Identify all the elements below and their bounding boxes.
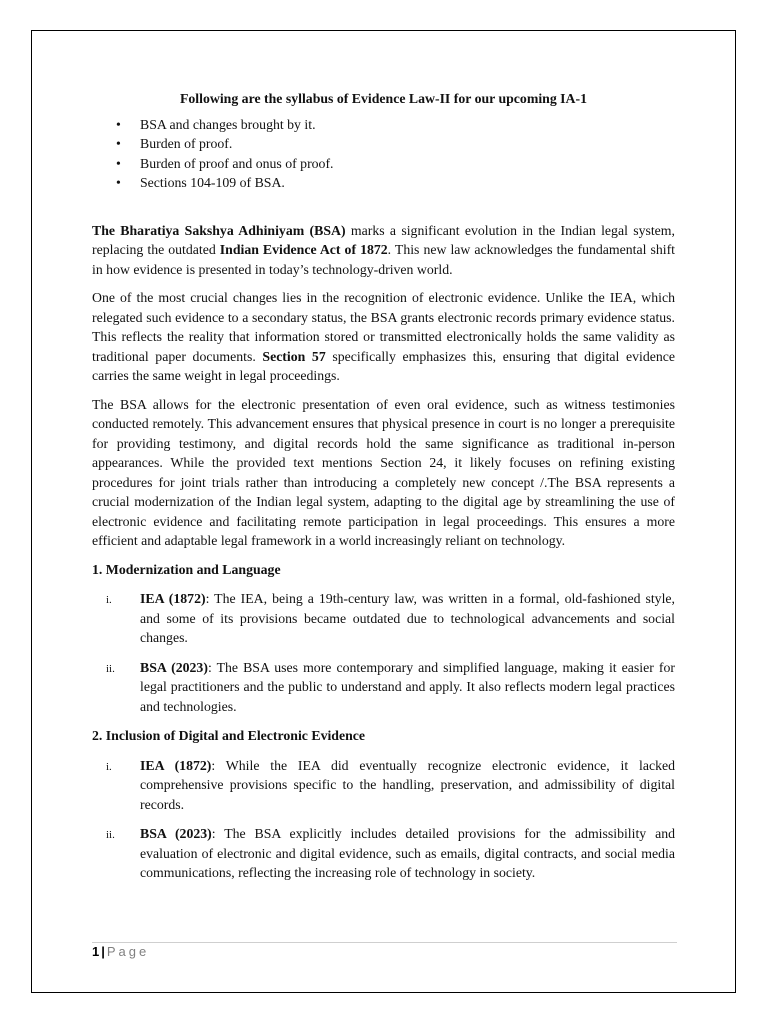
list-item: i. IEA (1872): While the IEA did eventually recognize electronic evidence, it lacked comprehensive provisions specific to the handling, preservation, and admissibility of digital records. (106, 757, 675, 812)
page-footer (92, 944, 149, 959)
syllabus-item: • BSA and changes brought by it. (116, 115, 675, 135)
item-number: ii. (106, 662, 115, 675)
item-number: i. (106, 760, 112, 773)
paragraph-oral-evidence: The BSA allows for the electronic presentation of even oral evidence, such as witness testimonies conducted remotely. This advancement ensures that physical presence in court is no longer a prerequisite for providing testimony, and digital records hold the same significance as traditional in-person appearances. While the provided text mentions Section 24, it likely focuses on refining existing procedures for joint trials rather than introducing a completely new concept /.The BSA represents a crucial modernization of the Indian legal system, adapting to the digital age by streamlining the use of electronic evidence and facilitating remote participation in legal proceedings. This ensures a more efficient and adaptable legal framework in a world increasingly reliant on technology. (92, 396, 675, 548)
bsa-name-bold: The Bharatiya Sakshya Adhiniyam (BSA) (92, 222, 346, 238)
syllabus-list (92, 115, 675, 193)
list-item: ii. BSA (2023): The BSA uses more contemporary and simplified language, making it easier for legal practitioners and the public to understand and apply. It also reflects modern legal practices and technologies. (106, 659, 676, 714)
list-item: i. IEA (1872): The IEA, being a 19th-century law, was written in a formal, old-fashioned style, and some of its provisions became outdated due to technological advancements and social changes. (106, 591, 675, 645)
section-heading: 1. Modernization and Language (92, 561, 281, 577)
document-body (92, 89, 675, 893)
list-item: ii. BSA (2023): The BSA explicitly includes detailed provisions for the admissibility and evaluation of electronic and digital evidence, such as emails, digital contracts, and social media communications, reflecting the increasing role of technology in society. (106, 826, 675, 880)
page-number: 1 (92, 944, 100, 959)
item-number: i. (106, 594, 112, 606)
item-label: BSA (2023) (140, 659, 208, 675)
paragraph-intro: The Bharatiya Sakshya Adhiniyam (BSA) marks a significant evolution in the Indian legal system, replacing the outdated Indian Evidence Act of 1872. This new law acknowledges the fundamental shift in how evidence is presented in today’s technology-driven world. (92, 222, 675, 277)
paragraph-electronic-evidence: One of the most crucial changes lies in the recognition of electronic evidence. Unlike the IEA, which relegated such evidence to a secondary status, the BSA grants electronic records primary evidence status. This reflects the reality that information stored or transmitted electronically holds the same validity as traditional paper documents. Section 57 specifically emphasizes this, ensuring that digital evidence carries the same weight in legal proceedings. (92, 290, 675, 383)
item-label: IEA (1872) (140, 757, 212, 773)
iea-name-bold: Indian Evidence Act of 1872 (219, 242, 388, 257)
section-57-bold: Section 57 (262, 348, 326, 364)
item-label: BSA (2023) (140, 826, 212, 841)
syllabus-item: • Burden of proof and onus of proof. (116, 154, 675, 174)
page-label: Page (106, 944, 150, 959)
section-heading: 2. Inclusion of Digital and Electronic Evidence (92, 728, 366, 743)
item-label: IEA (1872) (140, 591, 206, 606)
item-number: ii. (106, 829, 115, 841)
syllabus-item: • Burden of proof. (116, 134, 675, 154)
syllabus-item: • Sections 104-109 of BSA. (116, 173, 675, 193)
footer-divider (92, 942, 677, 943)
footer-separator: | (101, 944, 105, 959)
document-title: Following are the syllabus of Evidence Law-II for our upcoming IA-1 (179, 91, 588, 106)
